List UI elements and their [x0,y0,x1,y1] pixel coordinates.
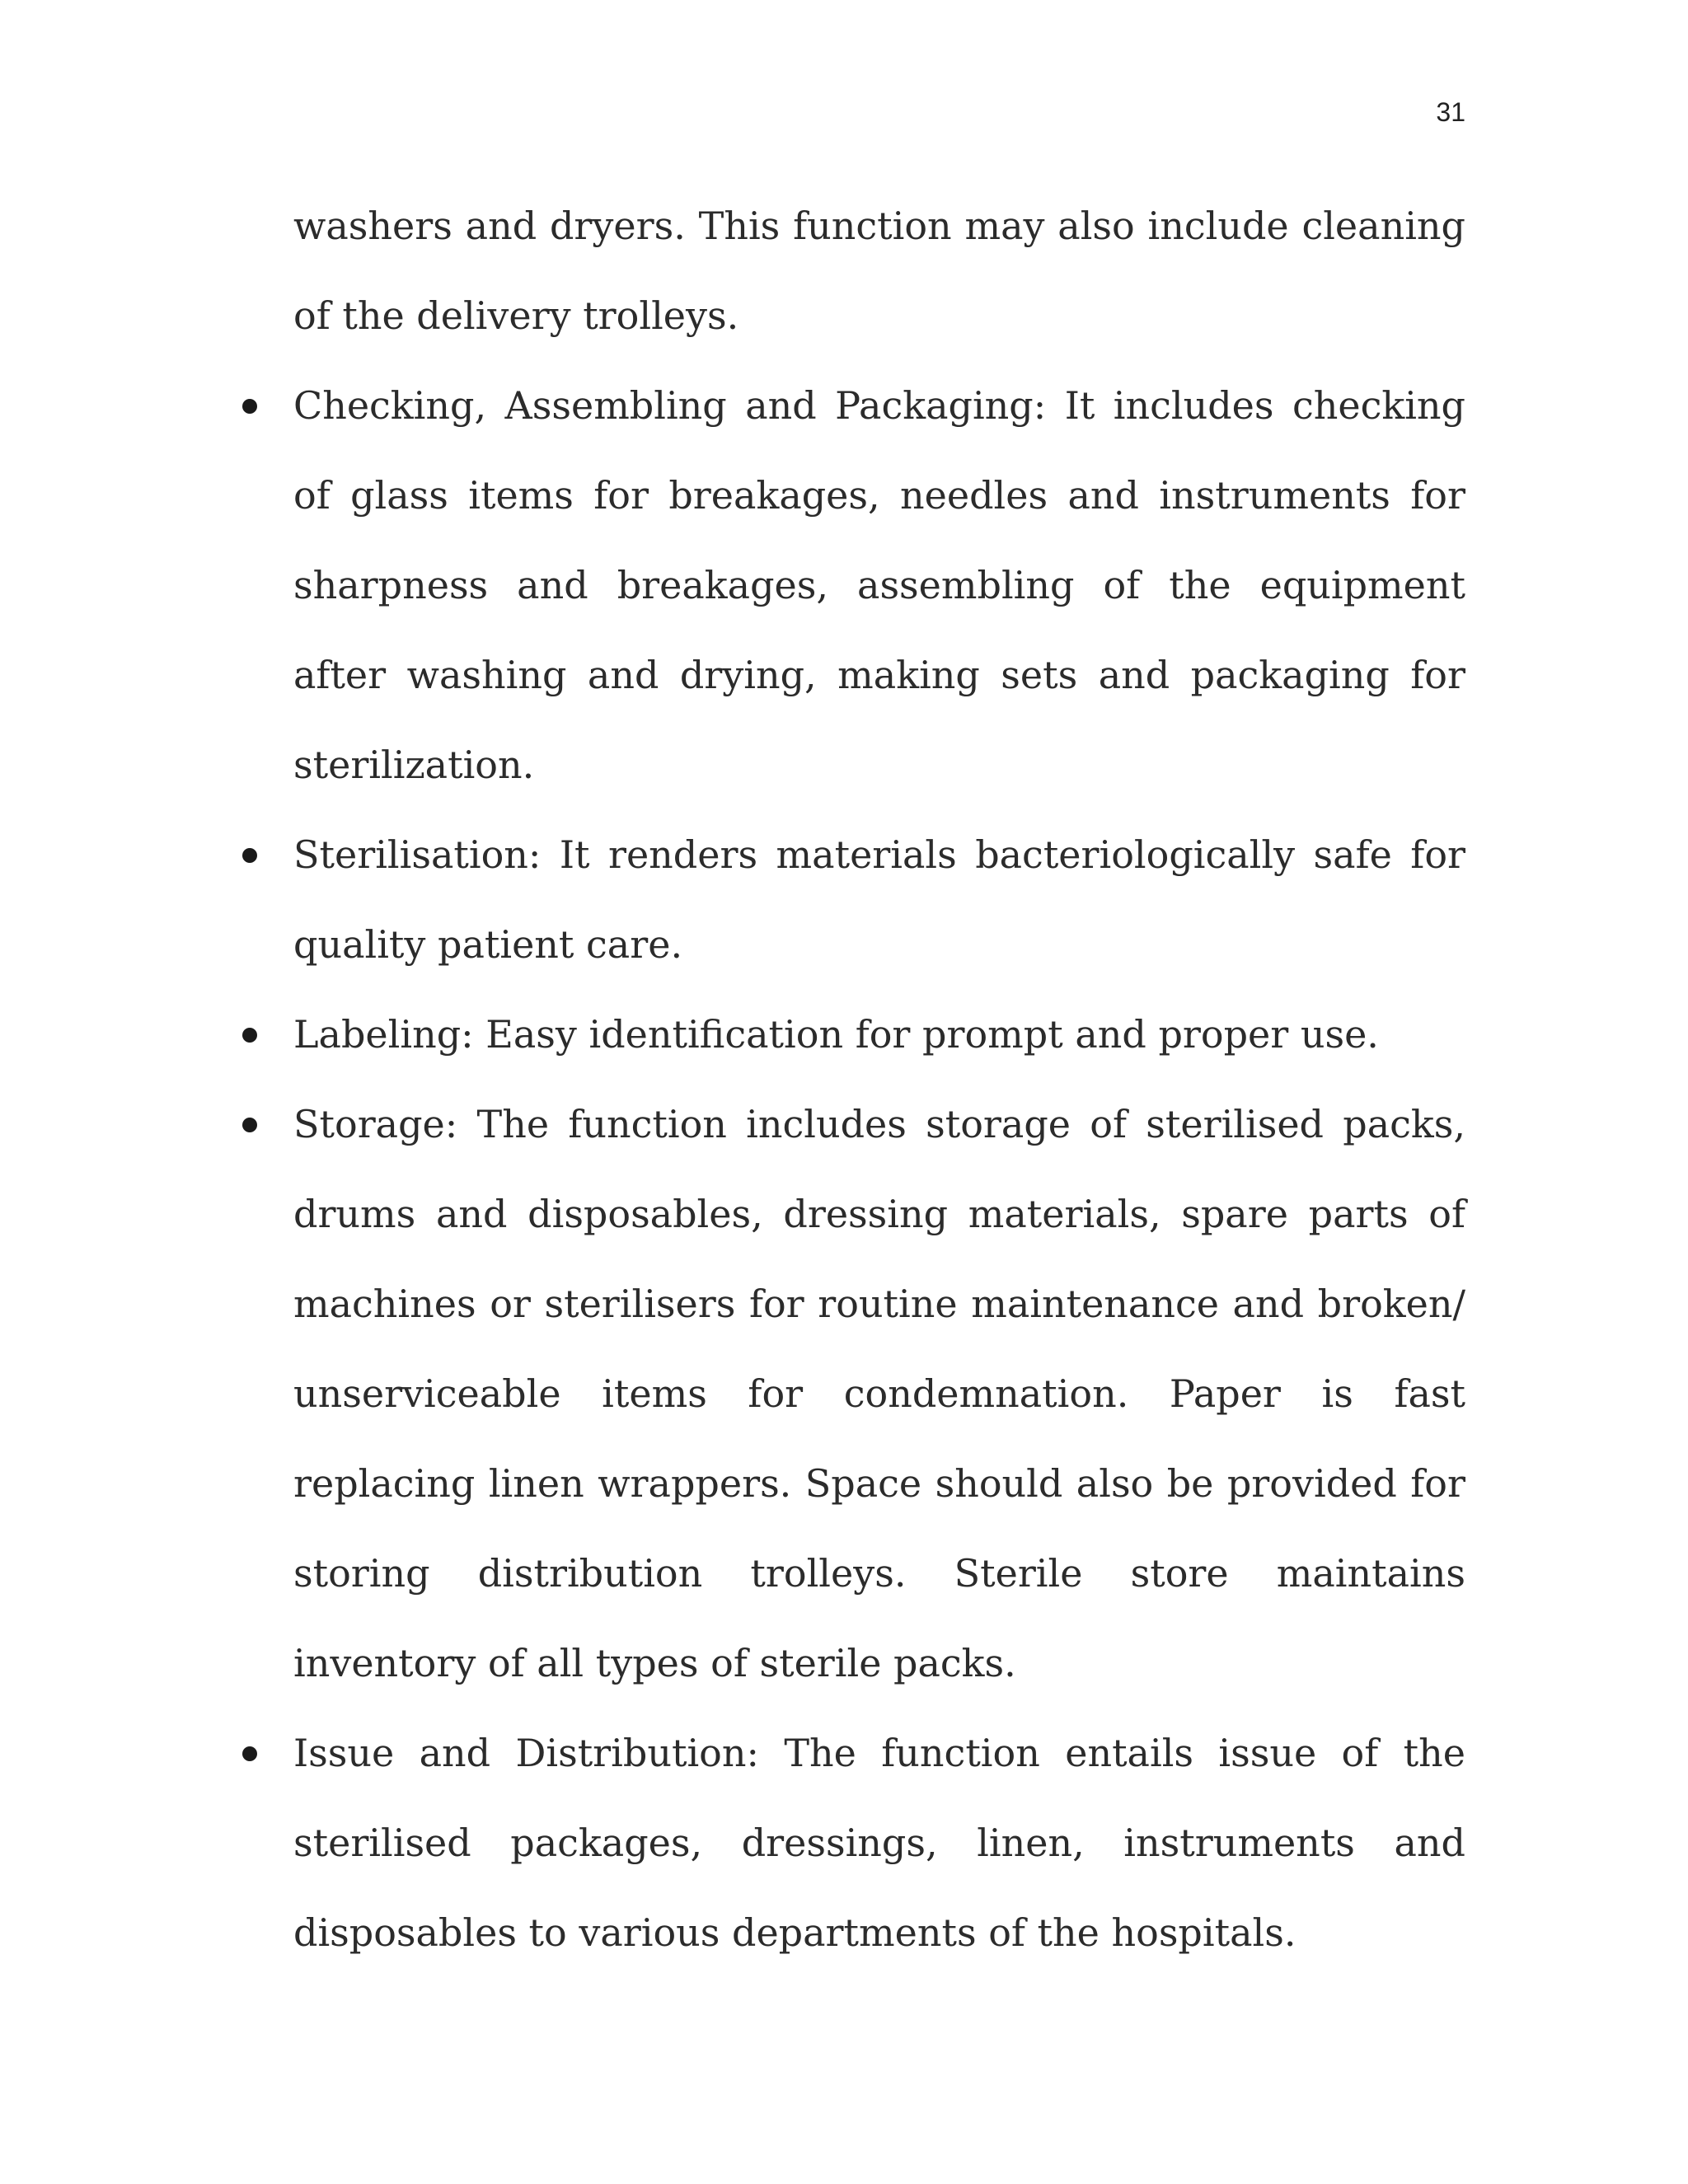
bullet-text: Checking, Assembling and Packaging: It includes checking of glass items for breakages, needles and instruments for sharpness and breakages, assembling of the equipment after washing and drying, making sets and packaging for sterilization. [293,383,1465,787]
bullet-text: Sterilisation: It renders materials bacteriologically safe for quality patient care. [293,832,1465,967]
bullet-item-checking-assembling-packaging [293,361,1465,810]
bullet-item-labeling [293,990,1465,1080]
bullet-icon [242,848,257,863]
bullet-text: Labeling: Easy identification for prompt and proper use. [293,1012,1379,1057]
bullet-icon [242,1028,257,1043]
bullet-item-issue-distribution [293,1708,1465,1978]
bullet-icon [242,1118,257,1132]
bullet-item-storage [293,1080,1465,1708]
bullet-icon [242,399,257,414]
continuation-paragraph: washers and dryers. This function may also include cleaning of the delivery trolleys. [293,204,1465,338]
bullet-text: Issue and Distribution: The function entails issue of the sterilised packages, dressings, linen, instruments and disposables to various departments of the hospitals. [293,1731,1465,1955]
bullet-list [293,361,1465,1978]
document-body [293,181,1465,1978]
bullet-item-sterilisation [293,810,1465,990]
bullet-text: Storage: The function includes storage of sterilised packs, drums and disposables, dressing materials, spare parts of machines or sterilisers for routine maintenance and broken/ unserviceable items for condemnation. Paper is fast replacing linen wrappers. Space should also be provided for storing distribution trolleys. Sterile store maintains inventory of all types of sterile packs. [293,1102,1465,1685]
bullet-icon [242,1746,257,1761]
page-number: 31 [1436,97,1465,127]
